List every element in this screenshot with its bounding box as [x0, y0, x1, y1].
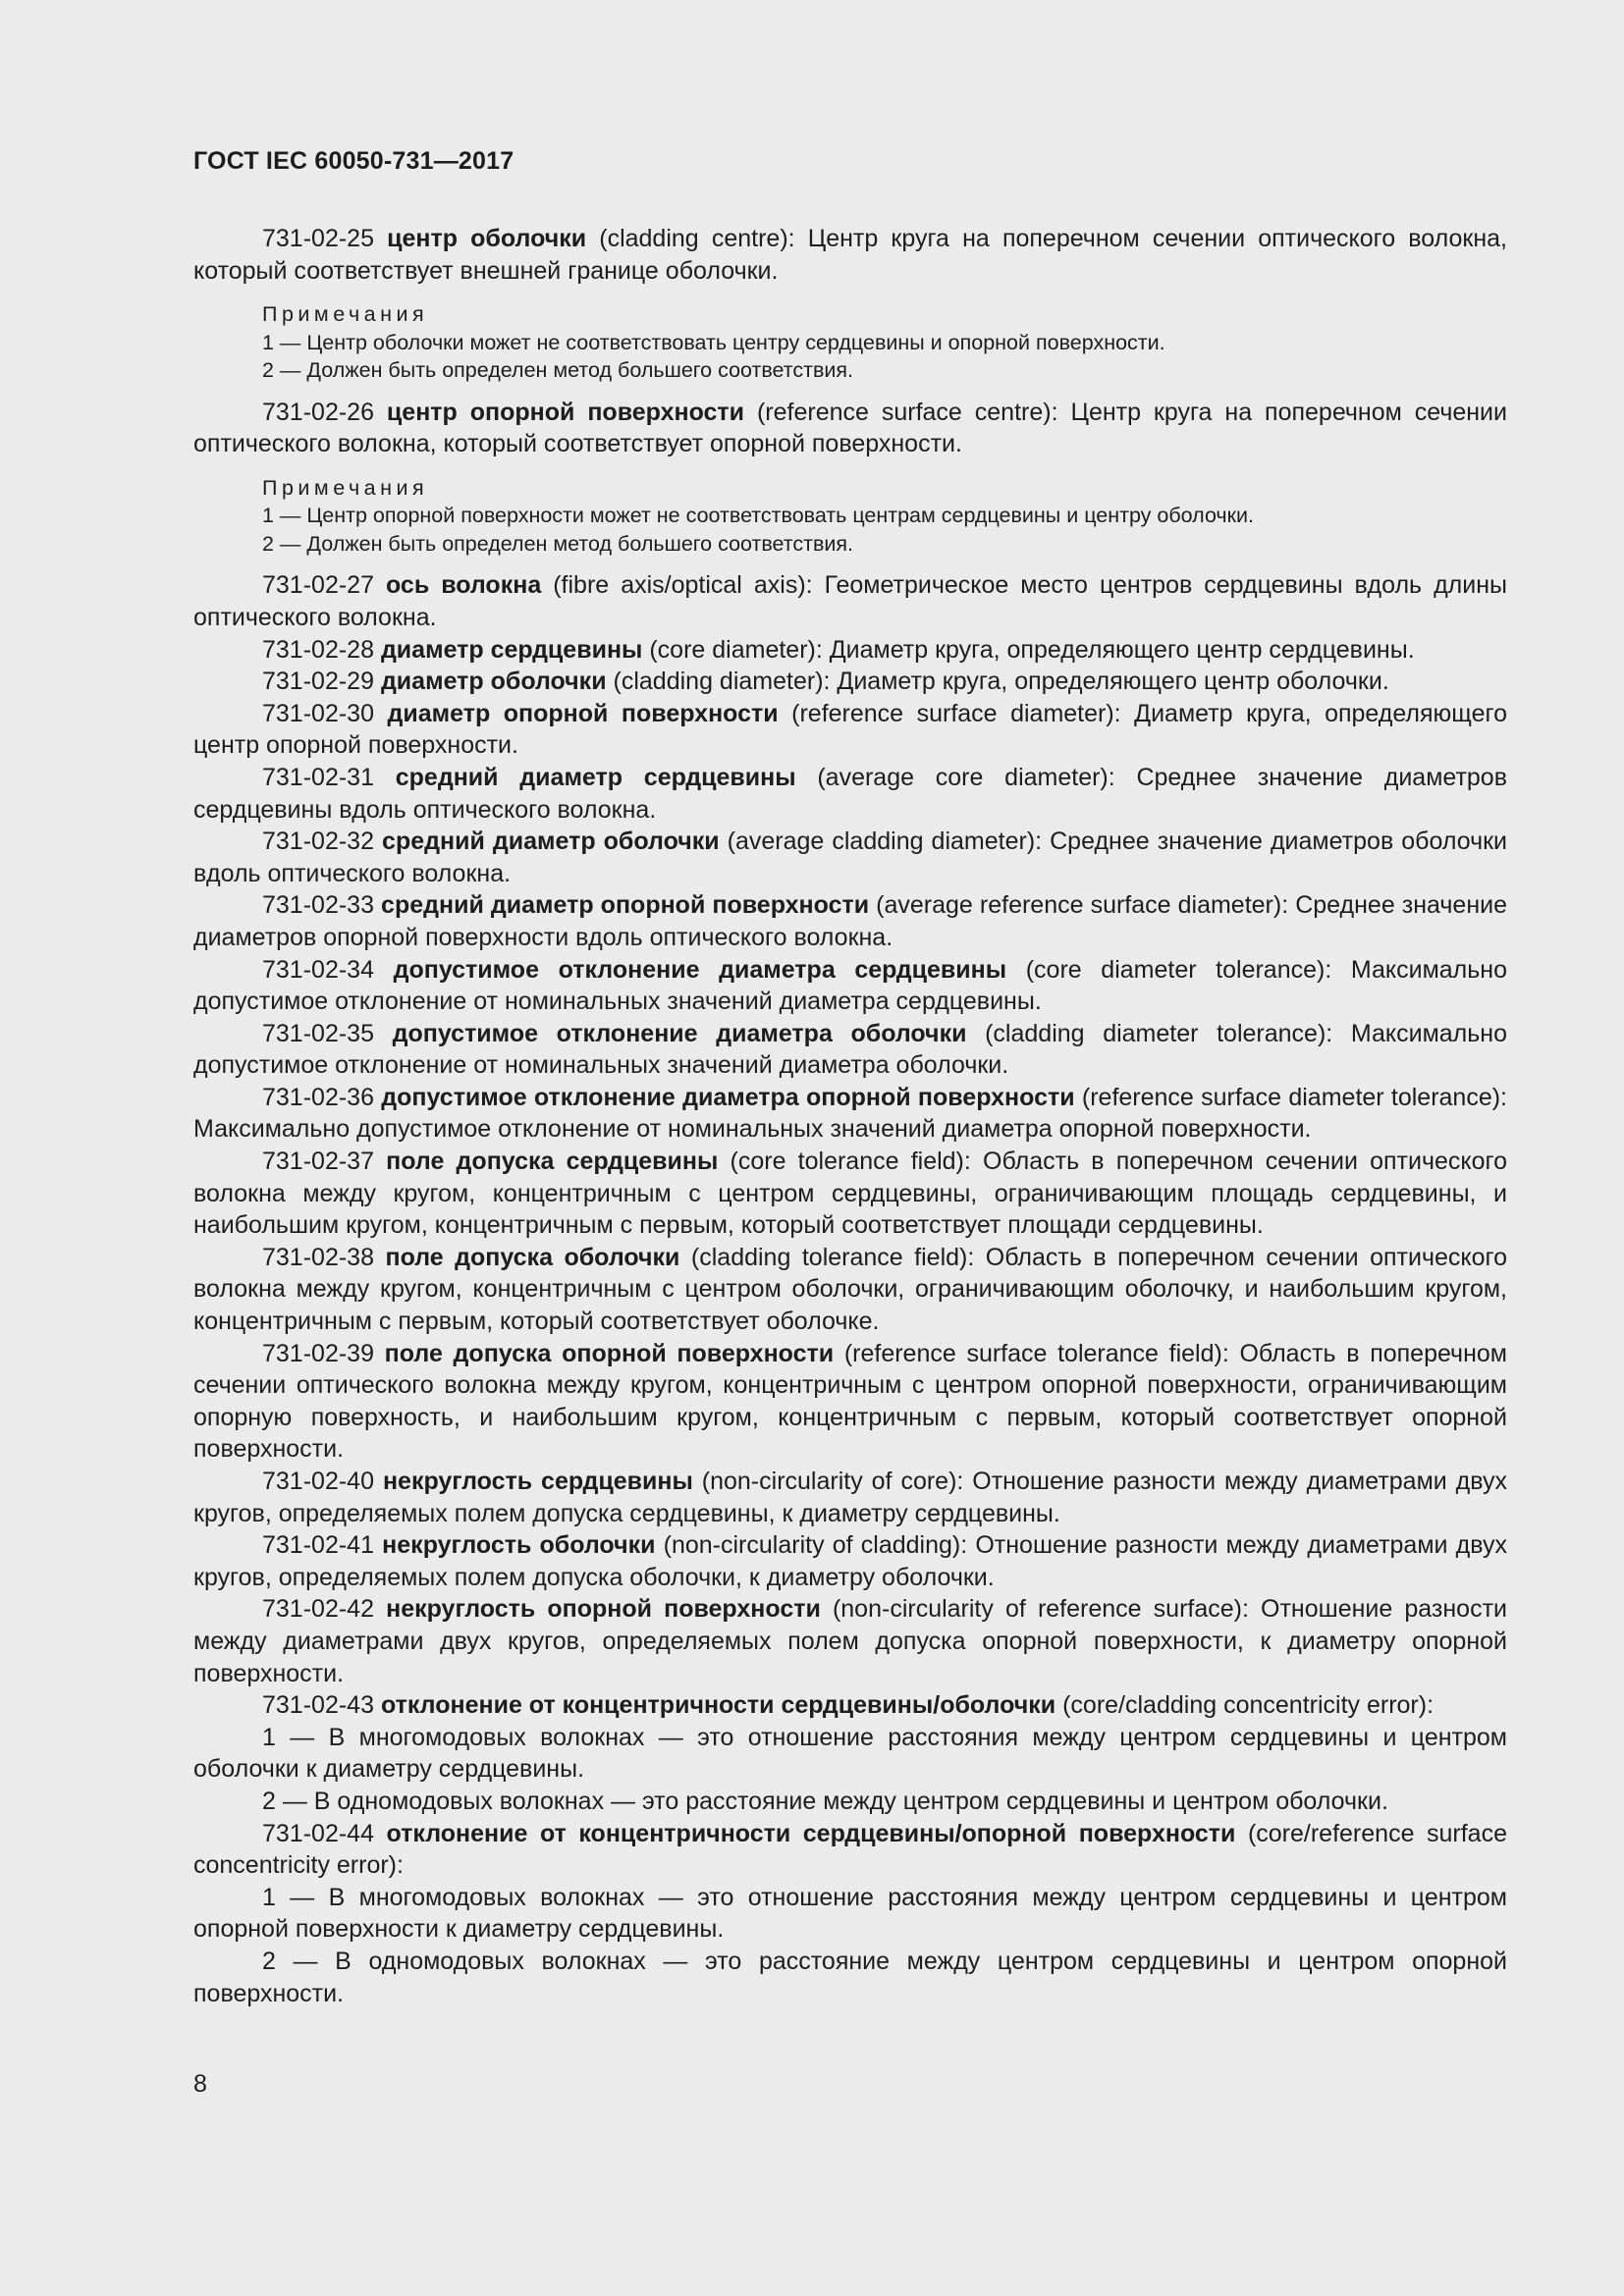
entry-number: 731-02-37 [262, 1148, 374, 1176]
entry-number: 731-02-35 [262, 1019, 374, 1047]
entry-term: поле допуска опорной поверхности [384, 1339, 835, 1367]
document-body [193, 223, 1507, 2009]
entry-subitem: 1 — В многомодовых волокнах — это отношение расстояния между центром сердцевины и центром опорной поверхности к диаметру сердцевины. [193, 1883, 1507, 1944]
entry-term: средний диаметр опорной поверхности [381, 891, 870, 920]
notes-block [262, 474, 1507, 559]
entry-731-02-28 [193, 634, 1507, 667]
entry-731-02-44 [193, 1818, 1507, 1882]
entry-number: 731-02-29 [262, 667, 374, 696]
entry-number: 731-02-34 [262, 955, 374, 984]
entry-term: диаметр оболочки [380, 667, 607, 696]
entry-number: 731-02-33 [262, 891, 374, 920]
entry-term: некруглость сердцевины [382, 1468, 693, 1495]
entry-term: допустимое отклонение диаметра оболочки [392, 1019, 967, 1047]
entry-number: 731-02-30 [262, 699, 374, 727]
entry-731-02-27 [193, 569, 1507, 633]
entry-definition: (non-circularity of reference surface): Отношение разности между диаметрами двух кругов, определяемых полем допуска опорной поверхности, к диаметру опорной поверхности. [193, 1595, 1507, 1687]
entry-731-02-31 [193, 762, 1507, 826]
entry-number: 731-02-42 [262, 1595, 374, 1624]
entry-731-02-38 [193, 1242, 1507, 1338]
entry-number: 731-02-36 [262, 1083, 374, 1111]
entry-number: 731-02-40 [262, 1468, 374, 1495]
entry-term: отклонение от концентричности сердцевины/оболочки [380, 1691, 1056, 1720]
entry-definition: (cladding centre): Центр круга на поперечном сечении оптического волокна, который соответствует внешней границе оболочки. [193, 225, 1507, 285]
entry-definition: (cladding tolerance field): Область в поперечном сечении оптического волокна между кругом, концентричным с центром оболочки, ограничивающим оболочку, и наибольшим кругом, концентричным с первым, который соответствует оболочке. [193, 1243, 1507, 1336]
entry-definition: (core/cladding concentricity error): [1056, 1691, 1435, 1720]
entry-definition: (reference surface diameter tolerance): Максимально допустимое отклонение от номинальных значений диаметра опорной поверхности. [193, 1083, 1507, 1144]
notes-title: Примечания [262, 475, 429, 500]
entry-term: средний диаметр оболочки [382, 828, 720, 856]
entry-731-02-29 [193, 666, 1507, 698]
entry-definition: (core tolerance field): Область в поперечном сечении оптического волокна между кругом, концентричным с центром сердцевины, ограничивающим площадь сердцевины, и наибольшим кругом, концентричным с первым, который соответствует площади сердцевины. [193, 1148, 1507, 1240]
note-item: 1 — Центр опорной поверхности может не соответствовать центрам сердцевины и центру оболочки. [262, 504, 1255, 528]
entry-definition: (cladding diameter tolerance): Максимально допустимое отклонение от номинальных значений диаметра оболочки. [193, 1019, 1507, 1080]
document-header: ГОСТ IEC 60050-731—2017 [193, 147, 514, 175]
entry-definition: (core/reference surface concentricity error): [193, 1819, 1507, 1880]
entry-number: 731-02-32 [262, 828, 374, 856]
entry-number: 731-02-41 [262, 1531, 374, 1560]
entry-term: диаметр сердцевины [380, 635, 643, 664]
entry-definition: (core diameter): Диаметр круга, определяющего центр сердцевины. [642, 635, 1415, 664]
entry-term: средний диаметр сердцевины [395, 763, 796, 791]
entry-term: ось волокна [385, 571, 542, 600]
entry-number: 731-02-39 [262, 1339, 374, 1367]
note-item: 2 — Должен быть определен метод большего соответствия. [262, 531, 854, 556]
entry-731-02-32 [193, 826, 1507, 889]
entry-term: некруглость опорной поверхности [386, 1595, 821, 1624]
entry-number: 731-02-25 [262, 225, 374, 252]
entry-number: 731-02-31 [262, 763, 374, 791]
entry-number: 731-02-26 [262, 398, 374, 426]
entry-number: 731-02-44 [262, 1819, 374, 1847]
entry-731-02-39 [193, 1338, 1507, 1466]
entry-term: отклонение от концентричности сердцевины/опорной поверхности [386, 1819, 1236, 1847]
entry-term: центр опорной поверхности [386, 398, 745, 426]
entry-731-02-43 [193, 1689, 1507, 1722]
entry-number: 731-02-28 [262, 635, 374, 664]
entry-subitem: 1 — В многомодовых волокнах — это отношение расстояния между центром сердцевины и центром оболочки к диаметру сердцевины. [193, 1723, 1507, 1784]
entry-731-02-41 [193, 1529, 1507, 1593]
entry-definition: (reference surface centre): Центр круга на поперечном сечении оптического волокна, который соответствует опорной поверхности. [193, 398, 1507, 458]
page-number: 8 [193, 2070, 207, 2098]
entry-731-02-33 [193, 889, 1507, 953]
note-item: 1 — Центр оболочки может не соответствовать центру сердцевины и опорной поверхности. [262, 330, 1165, 354]
entry-number: 731-02-38 [262, 1243, 374, 1271]
entry-definition: (reference surface tolerance field): Область в поперечном сечении оптического волокна между кругом, концентричным с центром опорной поверхности, ограничивающим опорную поверхность, и наибольшим кругом, концентричным с первым, который соответствует опорной поверхности. [193, 1339, 1507, 1464]
entry-definition: (non-circularity of cladding): Отношение разности между диаметрами двух кругов, определяемых полем допуска оболочки, к диаметру оболочки. [193, 1531, 1507, 1591]
entry-731-02-36 [193, 1082, 1507, 1146]
entry-definition: (core diameter tolerance): Максимально допустимое отклонение от номинальных значений диаметра сердцевины. [193, 955, 1507, 1016]
entry-definition: (average reference surface diameter): Среднее значение диаметров опорной поверхности вдоль оптического волокна. [193, 891, 1508, 951]
entry-term: поле допуска оболочки [385, 1243, 680, 1271]
notes-title: Примечания [262, 302, 429, 327]
entry-definition: (fibre axis/optical axis): Геометрическое место центров сердцевины вдоль длины оптического волокна. [193, 571, 1508, 631]
entry-definition: (average cladding diameter): Среднее значение диаметров оболочки вдоль оптического волокна. [193, 828, 1507, 887]
entry-731-02-37 [193, 1146, 1507, 1242]
entry-731-02-35 [193, 1018, 1507, 1082]
entry-subitem: 2 — В одномодовых волокнах — это расстояние между центром сердцевины и центром опорной поверхности. [193, 1947, 1507, 2007]
entry-731-02-34 [193, 954, 1507, 1018]
entry-731-02-30 [193, 698, 1507, 762]
entry-definition: (average core diameter): Среднее значение диаметров сердцевины вдоль оптического волокна. [193, 763, 1507, 824]
notes-block [262, 300, 1507, 385]
entry-definition: (reference surface diameter): Диаметр круга, определяющего центр опорной поверхности. [193, 699, 1507, 760]
entry-term: диаметр опорной поверхности [387, 699, 779, 727]
entry-definition: (non-circularity of core): Отношение разности между диаметрами двух кругов, определяемых полем допуска сердцевины, к диаметру сердцевины. [193, 1468, 1507, 1527]
entry-731-02-40 [193, 1466, 1507, 1529]
entry-term: допустимое отклонение диаметра опорной поверхности [381, 1083, 1075, 1111]
entry-731-02-26 [193, 397, 1507, 460]
entry-term: некруглость оболочки [382, 1531, 656, 1560]
entry-term: поле допуска сердцевины [386, 1148, 719, 1176]
entry-731-02-42 [193, 1593, 1507, 1689]
entry-term: центр оболочки [387, 225, 587, 252]
note-item: 2 — Должен быть определен метод большего соответствия. [262, 358, 854, 383]
entry-term: допустимое отклонение диаметра сердцевины [393, 955, 1007, 984]
entry-subitem: 2 — В одномодовых волокнах — это расстояние между центром сердцевины и центром оболочки. [262, 1787, 1388, 1815]
entry-definition: (cladding diameter): Диаметр круга, определяющего центр оболочки. [606, 667, 1389, 696]
entry-number: 731-02-27 [262, 571, 374, 600]
entry-731-02-25 [193, 223, 1507, 287]
entry-number: 731-02-43 [262, 1691, 374, 1720]
